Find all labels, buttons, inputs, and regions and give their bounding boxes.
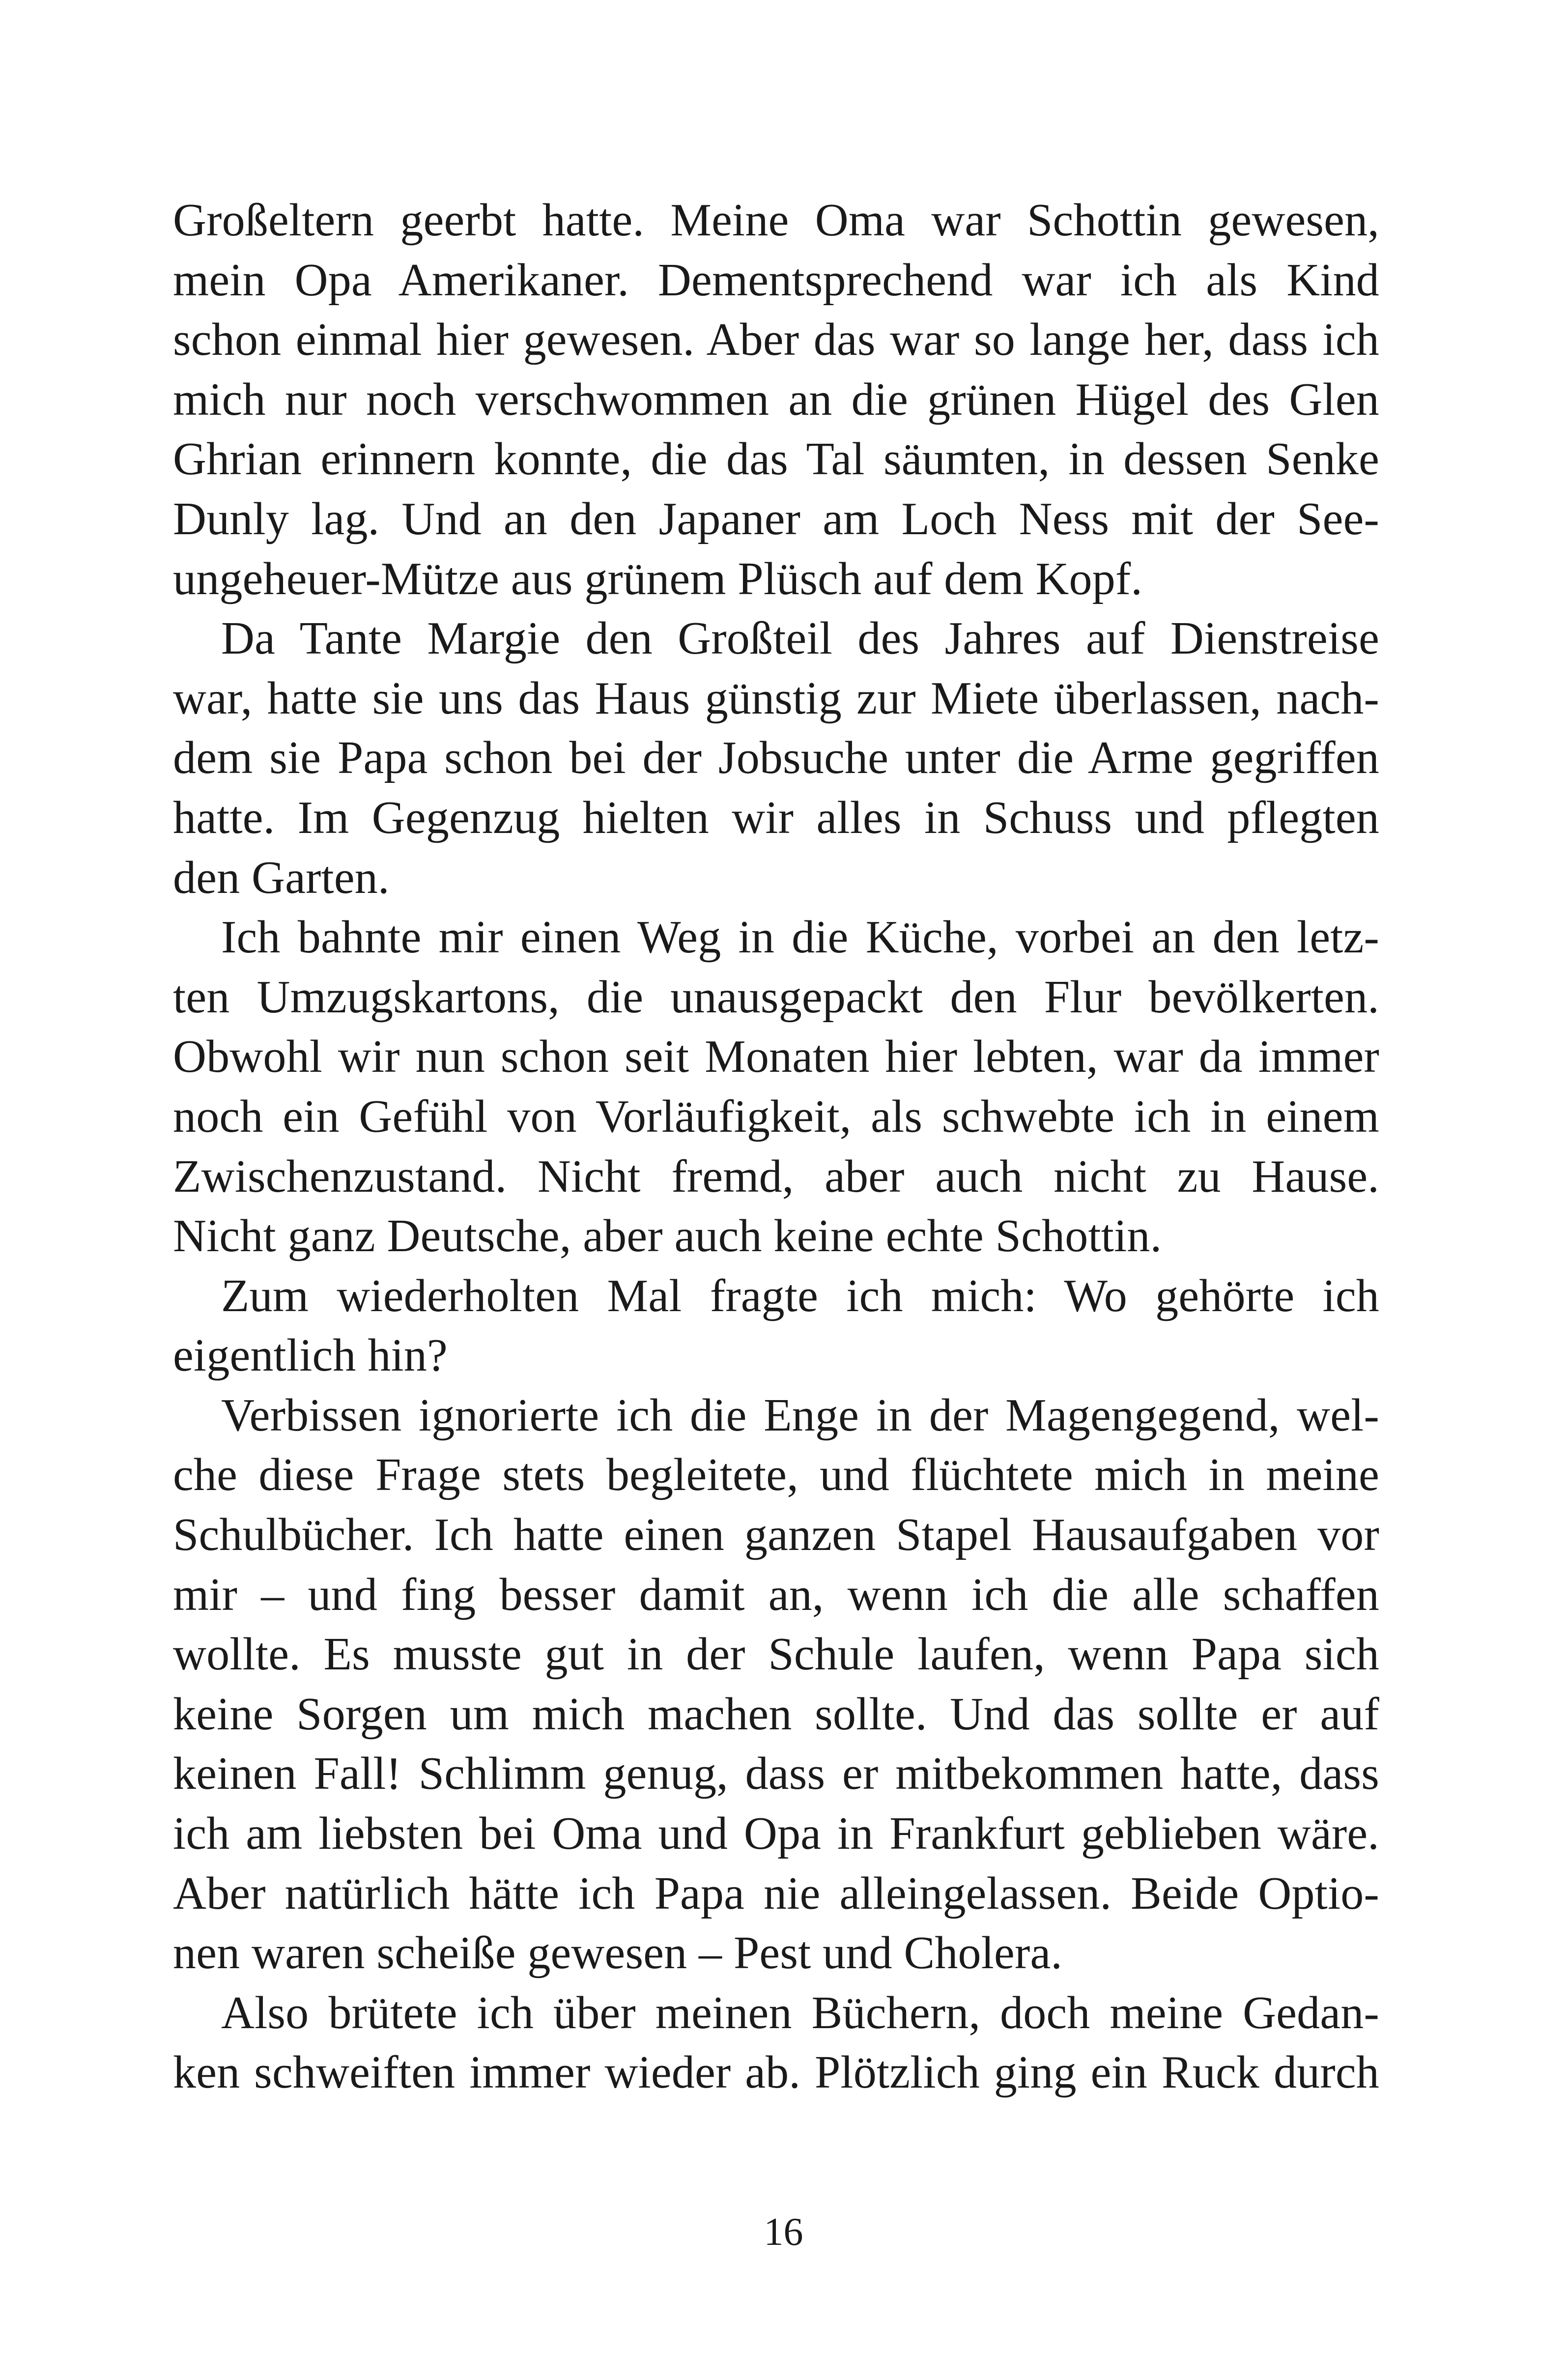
text-line: keine Sorgen um mich machen sollte. Und das sollte er auf: [173, 1688, 1379, 1740]
text-line: war, hatte sie uns das Haus günstig zur Miete überlassen, nach-: [173, 672, 1379, 724]
text-line: Ghrian erinnern konnte, die das Tal säumten, in dessen Senke: [173, 433, 1379, 485]
page-number: 16: [764, 2210, 803, 2254]
text-line: mich nur noch verschwommen an die grünen Hügel des Glen: [173, 373, 1379, 425]
text-line: keinen Fall! Schlimm genug, dass er mitbekommen hatte, dass: [173, 1748, 1379, 1800]
text-line: ken schweiften immer wieder ab. Plötzlich ging ein Ruck durch: [173, 2047, 1379, 2098]
text-line: Dunly lag. Und an den Japaner am Loch Ness mit der See-: [173, 493, 1379, 545]
text-line: ungeheuer-Mütze aus grünem Plüsch auf dem Kopf.: [173, 553, 1143, 604]
text-line: eigentlich hin?: [173, 1330, 448, 1381]
text-line: Ich bahnte mir einen Weg in die Küche, vorbei an den letz-: [221, 912, 1379, 963]
text-line: Da Tante Margie den Großteil des Jahres auf Dienstreise: [221, 613, 1379, 664]
text-line: Zwischenzustand. Nicht fremd, aber auch nicht zu Hause.: [173, 1150, 1379, 1202]
text-line: nen waren scheiße gewesen – Pest und Cholera.: [173, 1927, 1063, 1979]
text-line: noch ein Gefühl von Vorläufigkeit, als schwebte ich in einem: [173, 1090, 1379, 1142]
text-line: hatte. Im Gegenzug hielten wir alles in Schuss und pflegten: [173, 792, 1379, 843]
text-line: mir – und fing besser damit an, wenn ich die alle schaffen: [173, 1569, 1379, 1620]
text-line: ich am liebsten bei Oma und Opa in Frankfurt geblieben wäre.: [173, 1808, 1379, 1860]
text-line: mein Opa Amerikaner. Dementsprechend war ich als Kind: [173, 254, 1379, 306]
text-line: Also brütete ich über meinen Büchern, doch meine Gedan-: [221, 1987, 1379, 2038]
text-line: Aber natürlich hätte ich Papa nie alleingelassen. Beide Optio-: [173, 1867, 1379, 1919]
text-line: den Garten.: [173, 852, 390, 903]
text-line: Verbissen ignorierte ich die Enge in der Magengegend, wel-: [221, 1389, 1379, 1441]
text-line: Nicht ganz Deutsche, aber auch keine echte Schottin.: [173, 1210, 1162, 1262]
text-line: schon einmal hier gewesen. Aber das war so lange her, dass ich: [173, 314, 1379, 366]
text-line: Großeltern geerbt hatte. Meine Oma war Schottin gewesen,: [173, 195, 1379, 246]
body-text: [173, 191, 1379, 2103]
text-line: che diese Frage stets begleitete, und flüchtete mich in meine: [173, 1449, 1379, 1501]
text-line: Schulbücher. Ich hatte einen ganzen Stapel Hausaufgaben vor: [173, 1509, 1379, 1561]
text-line: ten Umzugskartons, die unausgepackt den Flur bevölkerten.: [173, 971, 1379, 1023]
text-line: wollte. Es musste gut in der Schule laufen, wenn Papa sich: [173, 1629, 1379, 1680]
text-line: Zum wiederholten Mal fragte ich mich: Wo gehörte ich: [221, 1270, 1379, 1321]
text-line: dem sie Papa schon bei der Jobsuche unter die Arme gegriffen: [173, 732, 1379, 784]
text-line: Obwohl wir nun schon seit Monaten hier lebten, war da immer: [173, 1031, 1379, 1083]
